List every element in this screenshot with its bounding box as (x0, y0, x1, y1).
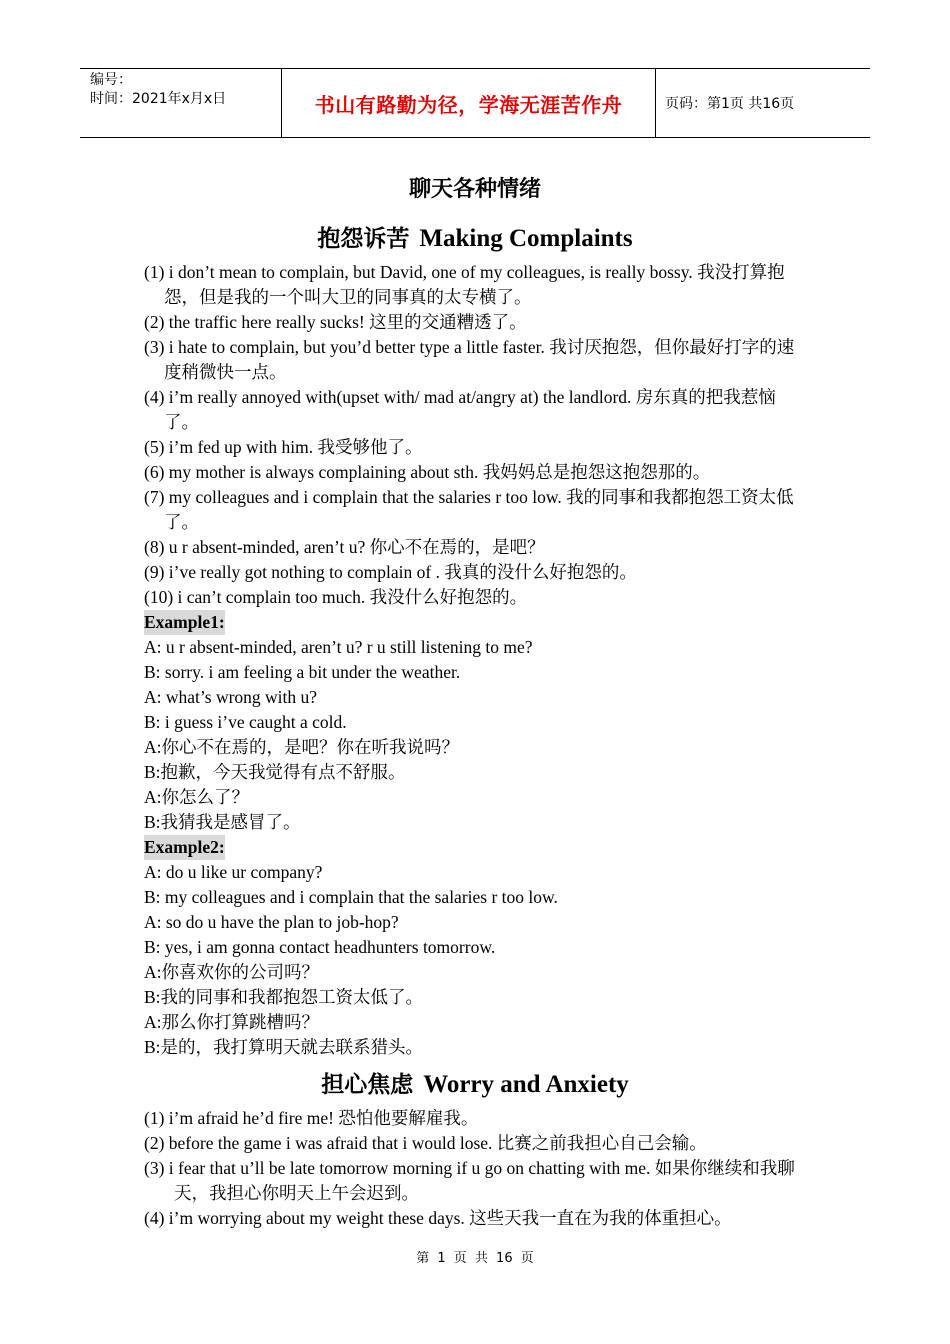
list-item: (4) i’m really annoyed with(upset with/ mad at/angry at) the landlord. 房东真的把我惹恼了。 (144, 387, 776, 432)
dialogue-line: B: sorry. i am feeling a bit under the weather. (144, 662, 461, 682)
header-motto: 书山有路勤为径，学海无涯苦作舟 (281, 69, 656, 137)
dialogue-line: B:我猜我是感冒了。 (144, 812, 301, 832)
example2-label: Example2: (144, 835, 225, 860)
dialogue-line: A: do u like ur company? (144, 862, 323, 882)
list-item: (2) the traffic here really sucks! 这里的交通糟透了。 (144, 312, 527, 332)
dialogue-line: A:你怎么了？ (144, 787, 249, 807)
document-title: 聊天各种情绪 (408, 177, 541, 202)
section-title-en: Making Complaints (419, 225, 633, 252)
section-title-en: Worry and Anxiety (423, 1071, 629, 1098)
dialogue-line: A: u r absent-minded, aren’t u? r u still listening to me? (144, 637, 533, 657)
dialogue-line: B: i guess i’ve caught a cold. (144, 712, 347, 732)
list-item: (5) i’m fed up with him. 我受够他了。 (144, 437, 423, 457)
section-title-worry (0, 1066, 950, 1099)
section-title-zh: 担心焦虑 (321, 1072, 414, 1098)
list-item: (8) u r absent-minded, aren’t u? 你心不在焉的，是吧？ (144, 537, 545, 557)
worry-section (144, 1106, 810, 1231)
list-item: (1) i’m afraid he’d fire me! 恐怕他要解雇我。 (144, 1108, 479, 1128)
dialogue-line: B:是的，我打算明天就去联系猎头。 (144, 1037, 424, 1057)
header-page-info: 页码：第1页 共16页 (665, 96, 795, 112)
dialogue-line: A:你心不在焉的，是吧？你在听我说吗？ (144, 737, 459, 757)
dialogue-line: B:抱歉，今天我觉得有点不舒服。 (144, 762, 406, 782)
document-header (80, 68, 870, 138)
dialogue-line: B:我的同事和我都抱怨工资太低了。 (144, 987, 424, 1007)
dialogue-line: A: so do u have the plan to job-hop? (144, 912, 399, 932)
list-item: (7) my colleagues and i complain that the salaries r too low. 我的同事和我都抱怨工资太低了。 (144, 487, 794, 532)
complaints-section (144, 260, 810, 1060)
dialogue-line: A:你喜欢你的公司吗？ (144, 962, 319, 982)
dialogue-line: A: what’s wrong with u? (144, 687, 318, 707)
section-title-zh: 抱怨诉苦 (317, 226, 410, 252)
list-item: (2) before the game i was afraid that i would lose. 比赛之前我担心自己会输。 (144, 1133, 707, 1153)
list-item: (10) i can’t complain too much. 我没什么好抱怨的。 (144, 587, 528, 607)
example1-label: Example1: (144, 610, 225, 635)
list-item: (3) i hate to complain, but you’d better type a little faster. 我讨厌抱怨，但你最好打字的速度稍微快一点。 (144, 337, 795, 382)
dialogue-line: A:那么你打算跳槽吗？ (144, 1012, 319, 1032)
list-item: (3) i fear that u’ll be late tomorrow morning if u go on chatting with me. 如果你继续和我聊天，我担心你明天上午会迟到。 (144, 1158, 795, 1203)
section-title-complaints (0, 220, 950, 253)
header-meta (80, 69, 281, 137)
list-item: (1) i don’t mean to complain, but David, one of my colleagues, is really bossy. 我没打算抱怨，但是我的一个叫大卫的同事真的太专横了。 (144, 262, 785, 307)
dialogue-line: B: my colleagues and i complain that the salaries r too low. (144, 887, 558, 907)
dialogue-line: B: yes, i am gonna contact headhunters tomorrow. (144, 937, 496, 957)
number-label: 编号： (90, 72, 132, 88)
time-label: 时间：2021年x月x日 (90, 91, 227, 107)
list-item: (6) my mother is always complaining about sth. 我妈妈总是抱怨这抱怨那的。 (144, 462, 711, 482)
list-item: (9) i’ve really got nothing to complain of . 我真的没什么好抱怨的。 (144, 562, 637, 582)
list-item: (4) i’m worrying about my weight these days. 这些天我一直在为我的体重担心。 (144, 1208, 732, 1228)
page-footer: 第 1 页 共 16 页 (416, 1251, 534, 1266)
